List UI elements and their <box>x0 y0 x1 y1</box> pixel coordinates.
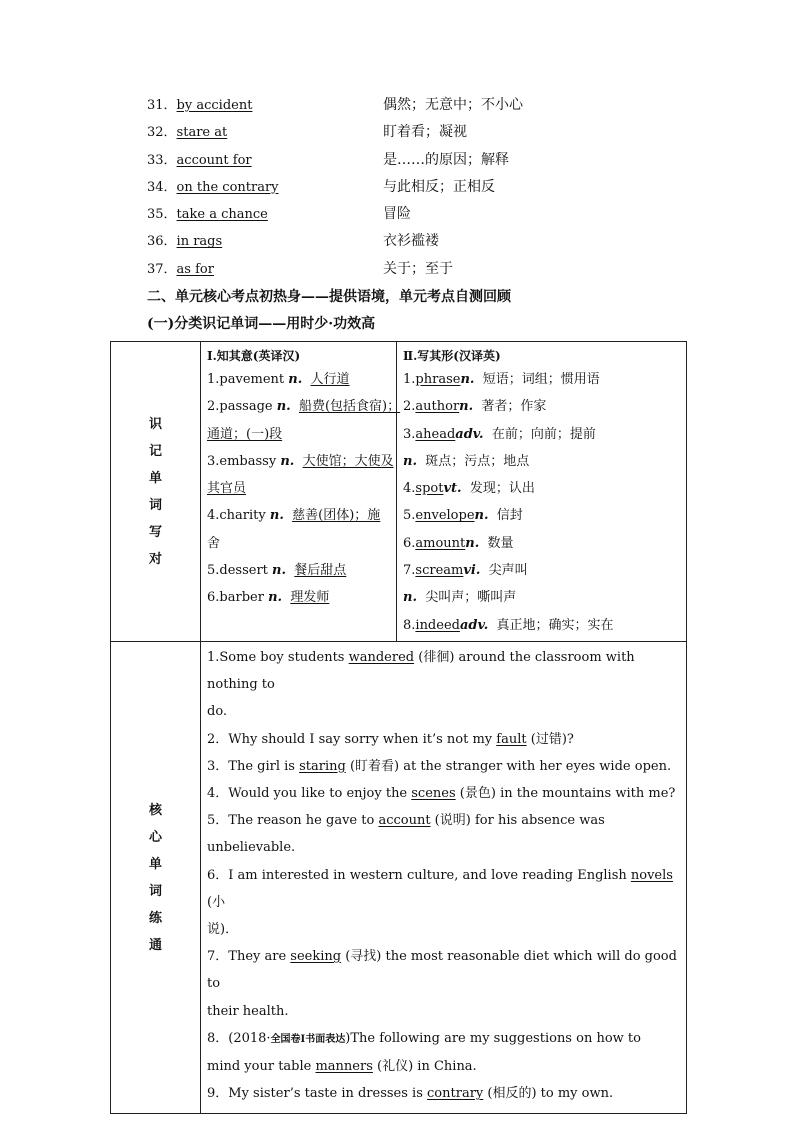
list-item: 31．by accident 偶然；无意中；不小心 <box>147 92 687 119</box>
column-header: Ⅱ.写其形(汉译英) <box>403 349 501 363</box>
column-header: Ⅰ.知其意(英译汉) <box>207 349 301 363</box>
phrase-english: in rags <box>176 234 223 250</box>
list-item-continued: do. <box>207 704 228 720</box>
list-item: 1.Some boy students wandered (徘徊) around the classroom with nothing to <box>207 650 635 693</box>
vocabulary-table <box>110 341 687 1114</box>
list-item: n. 斑点；污点；地点 <box>403 453 530 469</box>
list-item: 1.pavement n. 人行道 <box>207 372 350 387</box>
list-item-continued: their health. <box>207 1003 289 1019</box>
source-label: 全国卷Ⅰ书面表达 <box>270 1033 346 1045</box>
list-item: 32．stare at 盯着看；凝视 <box>147 119 687 146</box>
phrase-chinese: 是……的原因；解释 <box>383 151 509 168</box>
phrase-english: as for <box>176 261 214 277</box>
list-item: 35．take a chance 冒险 <box>147 201 687 228</box>
list-item: 9．My sister’s taste in dresses is contrary (相反的) to my own. <box>207 1086 614 1102</box>
section-heading: 二、单元核心考点初热身——提供语境，单元考点自测回顾 <box>147 289 511 305</box>
list-item-continued: mind your table manners (礼仪) in China. <box>207 1059 477 1075</box>
phrase-chinese: 衣衫褴褛 <box>383 233 439 250</box>
chinese-to-english-column <box>397 342 687 642</box>
list-item: 34．on the contrary 与此相反；正相反 <box>147 174 687 201</box>
list-item: 5.dessert n. 餐后甜点 <box>207 563 347 579</box>
list-item: 7.screamvi. 尖声叫 <box>403 563 528 579</box>
list-item: 6.barber n. 理发师 <box>207 590 330 606</box>
list-item: 7．They are seeking (寻找) the most reasonable diet which will do good to <box>207 949 677 992</box>
phrase-english: stare at <box>176 125 228 141</box>
list-item: 5．The reason he gave to account (说明) for his absence was unbelievable. <box>207 813 605 856</box>
list-item: 3.embassy n. 大使馆；大使及 <box>207 453 394 469</box>
side-label-practice: 核 心 单 词 练 通 <box>111 642 201 1114</box>
list-item: 1.phrasen. 短语；词组；惯用语 <box>403 372 600 387</box>
phrase-chinese: 盯着看；凝视 <box>383 124 467 141</box>
list-item: 2．Why should I say sorry when it’s not my fault (过错)? <box>207 731 574 747</box>
phrase-list <box>147 92 687 283</box>
list-item: 4．Would you like to enjoy the scenes (景色) in the mountains with me? <box>207 786 676 802</box>
list-item: 2.authorn. 著者；作家 <box>403 399 547 415</box>
subsection-heading: (一)分类识记单词——用时少·功效高 <box>147 316 376 332</box>
english-to-chinese-column <box>201 342 401 642</box>
phrase-english: by accident <box>176 98 253 113</box>
table-row <box>111 342 687 642</box>
list-item: 舍 <box>207 535 221 551</box>
side-label-recognize: 识 记 单 词 写 对 <box>111 342 201 642</box>
list-item: 4.spotvt. 发现；认出 <box>403 481 535 497</box>
list-item: 3.aheadadv. 在前；向前；提前 <box>403 426 596 442</box>
table-row <box>111 642 687 1114</box>
list-item: 4.charity n. 慈善(团体)；施 <box>207 508 381 524</box>
sentence-practice <box>201 642 687 1114</box>
list-item: n. 尖叫声；嘶叫声 <box>403 590 517 606</box>
list-item: 33．account for 是……的原因；解释 <box>147 147 687 174</box>
list-item: 6.amountn. 数量 <box>403 535 514 551</box>
list-item: 2.passage n. 船费(包括食宿)； <box>207 399 401 415</box>
phrase-english: account for <box>176 152 252 168</box>
phrase-english: take a chance <box>176 207 268 223</box>
list-item: 其官员 <box>207 481 247 497</box>
phrase-english: on the contrary <box>176 179 279 195</box>
list-item: 8.indeedadv. 真正地；确实；实在 <box>403 617 614 633</box>
list-item: 36．in rags 衣衫褴褛 <box>147 228 687 255</box>
phrase-chinese: 冒险 <box>383 206 411 223</box>
phrase-chinese: 与此相反；正相反 <box>383 178 495 195</box>
list-item: 6．I am interested in western culture, and love reading English novels (小 <box>207 867 673 910</box>
phrase-chinese: 关于；至于 <box>383 260 453 277</box>
list-item: 5.envelopen. 信封 <box>403 508 523 524</box>
list-item: 通道；(一)段 <box>207 426 283 442</box>
list-item-continued: 说)． <box>207 922 239 938</box>
list-item: 37．as for 关于；至于 <box>147 256 687 283</box>
list-item: 3．The girl is staring (盯着看) at the stranger with her eyes wide open. <box>207 758 672 774</box>
list-item: 8．(2018·全国卷Ⅰ书面表达)The following are my suggestions on how to <box>207 1030 641 1046</box>
phrase-chinese: 偶然；无意中；不小心 <box>383 97 523 113</box>
